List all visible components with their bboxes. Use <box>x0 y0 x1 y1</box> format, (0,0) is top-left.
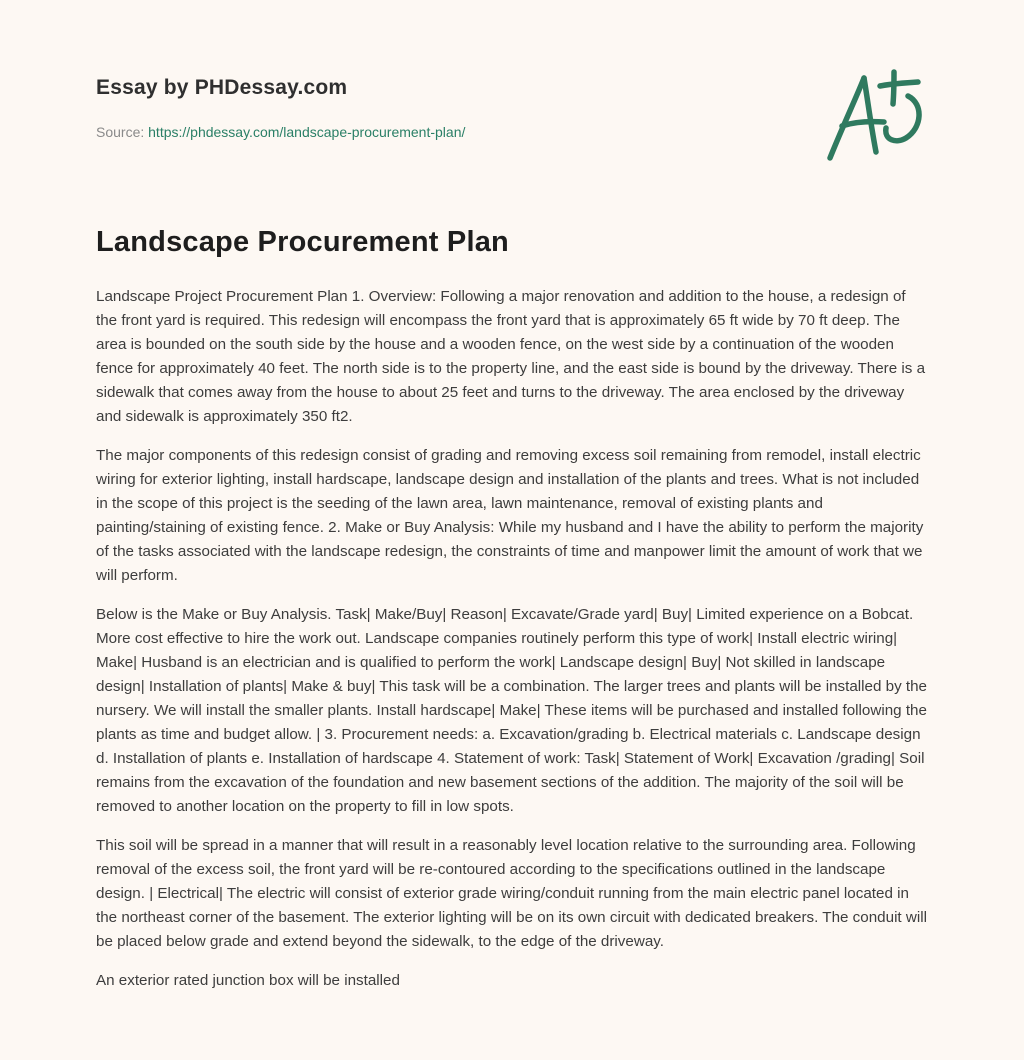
paragraph: Landscape Project Procurement Plan 1. Overview: Following a major renovation and addition to the house, a redesign of the front yard is required. This redesign will encompass the front yard that is approximately 65 ft wide by 70 ft deep. The area is bounded on the south side by the house and a wooden fence, on the west side by a continuation of the wooden fence for approximately 40 feet. The north side is to the property line, and the east side is bound by the driveway. There is a sidewalk that comes away from the house to about 25 feet and turns to the driveway. The area enclosed by the driveway and sidewalk is approximately 350 ft2. <box>96 288 926 425</box>
document-body <box>96 285 930 1008</box>
source-label: Source: <box>96 124 145 140</box>
paragraph: This soil will be spread in a manner that will result in a reasonably level location relative to the surrounding area. Following removal of the excess soil, the front yard will be re-contoured according to the specifications outlined in the landscape design. | Electrical| The electric will consist of exterior grade wiring/conduit running from the main electric panel located in the northeast corner of the basement. The exterior lighting will be on its own circuit with dedicated breakers. The conduit will be placed below grade and extend beyond the sidewalk, to the edge of the driveway. <box>96 837 927 950</box>
source-line <box>96 124 465 140</box>
source-link[interactable]: https://phdessay.com/landscape-procurement-plan/ <box>148 124 466 140</box>
a-plus-logo <box>824 66 928 166</box>
paragraph: The major components of this redesign consist of grading and removing excess soil remaining from remodel, install electric wiring for exterior lighting, install hardscape, landscape design and installation of the plants and trees. What is not included in the scope of this project is the seeding of the lawn area, lawn maintenance, removal of existing plants and painting/staining of existing fence. 2. Make or Buy Analysis: While my husband and I have the ability to perform the majority of the tasks associated with the landscape redesign, the constraints of time and manpower limit the amount of work that we will perform. <box>96 447 924 584</box>
paragraph: Below is the Make or Buy Analysis. Task| Make/Buy| Reason| Excavate/Grade yard| Buy| Limited experience on a Bobcat. More cost effective to hire the work out. Landscape companies routinely perform this type of work| Install electric wiring| Make| Husband is an electrician and is qualified to perform the work| Landscape design| Buy| Not skilled in landscape design| Installation of plants| Make & buy| This task will be a combination. The larger trees and plants will be installed by the nursery. We will install the smaller plants. Install hardscape| Make| These items will be purchased and installed following the plants as time and budget allow. | 3. Procurement needs: a. Excavation/grading b. Electrical materials c. Landscape design d. Installation of plants e. Installation of hardscape 4. Statement of work: Task| Statement of Work| Excavation /grading| Soil remains from the excavation of the foundation and new basement sections of the addition. The majority of the soil will be removed to another location on the property to fill in low spots. <box>96 606 928 815</box>
document-title: Landscape Procurement Plan <box>96 226 509 258</box>
site-title: Essay by PHDessay.com <box>96 76 348 99</box>
paragraph: An exterior rated junction box will be installed <box>96 972 400 989</box>
